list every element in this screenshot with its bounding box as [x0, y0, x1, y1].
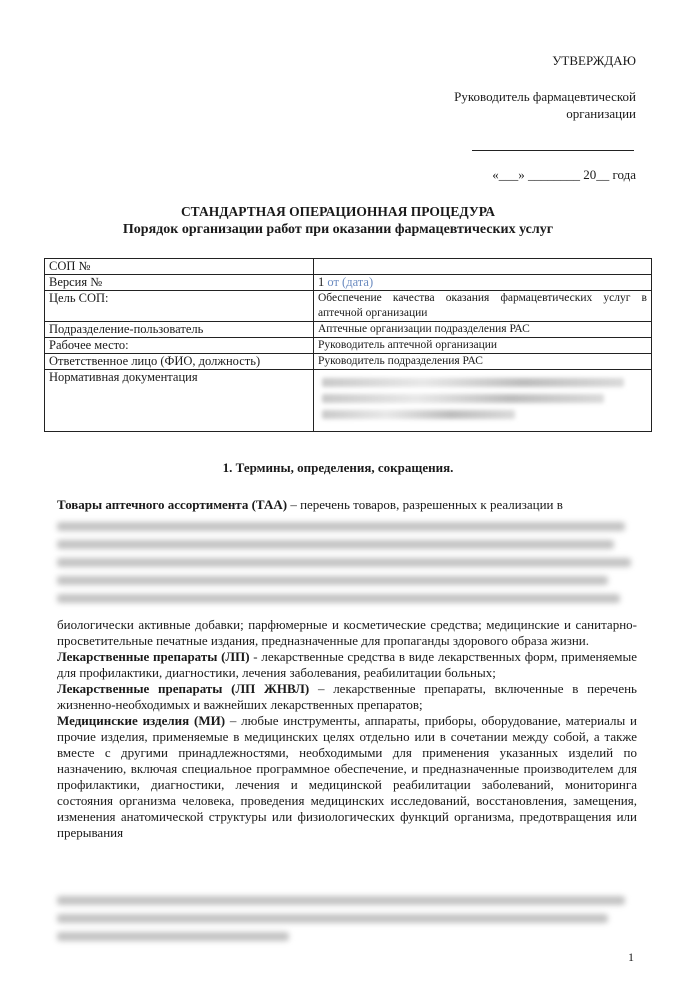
term: Медицинские изделия (МИ): [57, 713, 226, 728]
row-label: Версия №: [45, 275, 314, 291]
document-title: СТАНДАРТНАЯ ОПЕРАЦИОННАЯ ПРОЦЕДУРА: [180, 204, 496, 219]
approval-title: УТВЕРЖДАЮ: [552, 53, 636, 68]
table-row: [45, 259, 652, 275]
definition: – любые инструменты, аппараты, приборы, оборудование, материалы и прочие изделия, применяемые в медицинских целях отдельно или в сочетании между собой, а также вместе с другими принадлежностями, необходимыми для применения указанных изделий по назначению, включая специальное программное обеспечение, и предназначенные производителем для профилактики, диагностики, лечения и медицинской реабилитации заболеваний, мониторинга состояния организма человека, проведения медицинских исследований, восстановления, замещения, изменения анатомической структуры или физиологических функций организма, предотвращения или прерывания: [57, 713, 638, 840]
row-label: Цель СОП:: [45, 291, 314, 322]
section-title: 1. Термины, определения, сокращения.: [222, 460, 454, 475]
blurred-text: [322, 378, 624, 387]
paragraph: [57, 713, 637, 841]
sop-table: [44, 258, 652, 432]
row-label: Нормативная документация: [45, 370, 314, 432]
version-date-hint: от (дата): [327, 275, 374, 289]
row-label: Рабочее место:: [45, 338, 314, 354]
definition: – лекарственные препараты, включенные в перечень жизненно-необходимых и важнейших лекарственных препаратов;: [57, 681, 637, 712]
table-row: [45, 291, 652, 322]
table-row: [45, 275, 652, 291]
approval-date: «___» ________ 20__ года: [492, 167, 636, 182]
table-row: [45, 322, 652, 338]
table-row: [45, 338, 652, 354]
signature-line: [472, 150, 634, 151]
row-value: Руководитель аптечной организации: [314, 338, 652, 354]
page-number: 1: [628, 950, 634, 964]
row-value: Обеспечение качества оказания фармацевтических услуг в аптечной организации: [314, 291, 652, 322]
blurred-text: [322, 410, 515, 419]
row-value-blurred: [314, 370, 652, 432]
blurred-paragraph: [57, 896, 637, 950]
row-label: Ответственное лицо (ФИО, должность): [45, 354, 314, 370]
approval-role: Руководитель фармацевтической организации: [454, 89, 636, 121]
term: Лекарственные препараты (ЛП ЖНВЛ): [57, 681, 310, 696]
blurred-text: [322, 394, 604, 403]
term: Товары аптечного ассортимента (ТАА): [57, 497, 288, 512]
definitions-block: [57, 617, 637, 841]
row-label: СОП №: [45, 259, 314, 275]
row-value: [314, 275, 652, 291]
row-value: [314, 259, 652, 275]
table-row: [45, 354, 652, 370]
document-subtitle: Порядок организации работ при оказании фармацевтических услуг: [122, 222, 554, 237]
blurred-paragraph: [57, 522, 637, 612]
row-label: Подразделение-пользователь: [45, 322, 314, 338]
paragraph: [57, 497, 637, 513]
row-value: Руководитель подразделения РАС: [314, 354, 652, 370]
paragraph: [57, 649, 637, 681]
definition: - лекарственные средства в виде лекарственных форм, применяемые для профилактики, диагностики, лечения заболевания, реабилитации больных;: [57, 649, 637, 680]
paragraph: [57, 681, 637, 713]
row-value: Аптечные организации подразделения РАС: [314, 322, 652, 338]
table-row: [45, 370, 652, 432]
term: Лекарственные препараты (ЛП): [57, 649, 250, 664]
paragraph: биологически активные добавки; парфюмерные и косметические средства; медицинские и санитарно-просветительные печатные издания, предназначенные для пропаганды здорового образа жизни.: [57, 617, 637, 648]
definition: – перечень товаров, разрешенных к реализации в: [287, 497, 563, 512]
version-number: 1: [318, 275, 325, 289]
